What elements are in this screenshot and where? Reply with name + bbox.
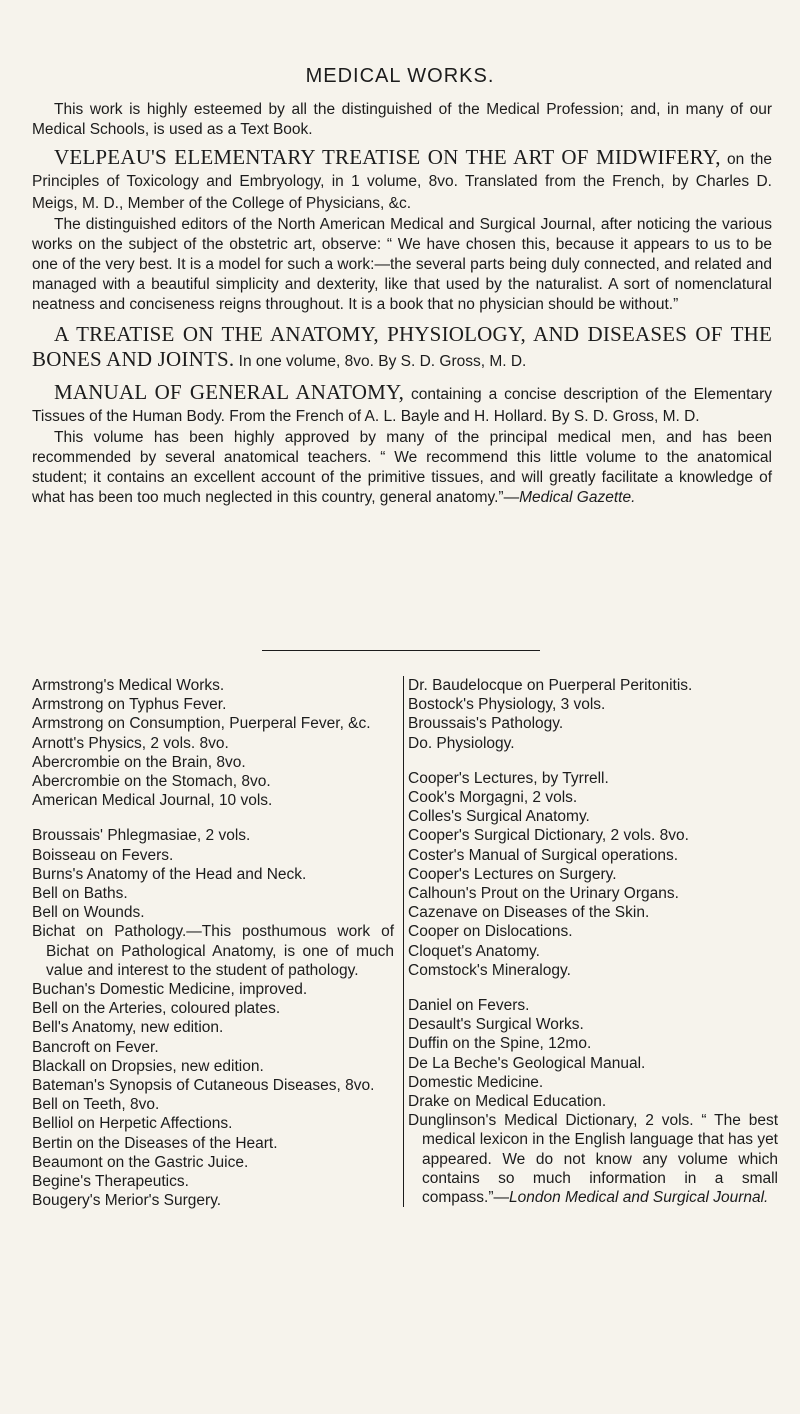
book-title: Beaumont on the Gastric Juice. bbox=[32, 1153, 249, 1171]
gross-treatise-details: In one volume, 8vo. By S. D. Gross, M. D. bbox=[238, 353, 527, 370]
book-list-item bbox=[408, 996, 778, 1015]
book-title: Duffin on the Spine, 12mo. bbox=[408, 1035, 592, 1053]
book-title: Cook's Morgagni, 2 vols. bbox=[408, 789, 578, 807]
book-list-item bbox=[408, 807, 778, 826]
book-list-item bbox=[32, 753, 394, 772]
book-title: Cooper's Lectures, by Tyrrell. bbox=[408, 769, 609, 787]
manual-review-paragraph bbox=[32, 428, 772, 508]
book-list-item bbox=[32, 734, 394, 753]
book-title: Arnott's Physics, 2 vols. 8vo. bbox=[32, 734, 229, 752]
book-title: Abercrombie on the Stomach, 8vo. bbox=[32, 773, 271, 791]
book-list-item bbox=[408, 695, 778, 714]
book-title: Broussais' Phlegmasiae, 2 vols. bbox=[32, 827, 251, 845]
book-title: Buchan's Domestic Medicine, improved. bbox=[32, 981, 308, 999]
book-title: Cazenave on Diseases of the Skin. bbox=[408, 904, 650, 922]
gross-treatise-entry bbox=[32, 323, 772, 373]
book-title: Armstrong's Medical Works. bbox=[32, 677, 225, 694]
book-list-item bbox=[32, 922, 394, 980]
book-title: Bostock's Physiology, 3 vols. bbox=[408, 696, 606, 714]
book-list-item bbox=[408, 1054, 778, 1073]
group-spacer bbox=[408, 753, 778, 769]
book-list-item bbox=[32, 846, 394, 865]
velpeau-review: The distinguished editors of the North American Medical and Surgical Journal, after noticing the various works on the subject of the obstetric art, observe: “ We have chosen this, because it appears to us to be one of the very best. It is a model for such a work:—the several parts being duly connected, and related and managed with a beautiful simplicity and dexterity, like that used by the naturalist. A sort of nomenclatural neatness and conciseness reigns throughout. It is a book that no physician should be without.” bbox=[32, 216, 772, 313]
book-title: Armstrong on Consumption, Puerperal Fever, &c. bbox=[32, 715, 371, 733]
book-list-item bbox=[32, 714, 394, 733]
section-divider bbox=[262, 650, 540, 651]
book-list-item bbox=[32, 903, 394, 922]
group-spacer bbox=[408, 980, 778, 996]
book-title: Desault's Surgical Works. bbox=[408, 1016, 584, 1034]
book-list-item bbox=[32, 1172, 394, 1191]
book-title: Bell on Wounds. bbox=[32, 904, 145, 922]
book-list-item bbox=[408, 961, 778, 980]
book-title: Cooper on Dislocations. bbox=[408, 923, 573, 941]
book-title: Dr. Baudelocque on Puerperal Peritonitis. bbox=[408, 677, 693, 694]
book-title: Calhoun's Prout on the Urinary Organs. bbox=[408, 885, 679, 903]
book-title: Burns's Anatomy of the Head and Neck. bbox=[32, 865, 307, 883]
book-list-item bbox=[408, 769, 778, 788]
book-list-item bbox=[408, 676, 778, 695]
book-title: Dunglinson's Medical Dictionary, 2 vols. “ The best medical lexicon in the English language that has yet appeared. We do not know any volume which contains so much information in a small compass.”— bbox=[408, 1112, 778, 1207]
book-list-item bbox=[408, 1034, 778, 1053]
manual-title: MANUAL OF GENERAL ANATOMY, bbox=[54, 380, 405, 404]
book-list-item bbox=[408, 903, 778, 922]
manual-entry bbox=[32, 381, 772, 508]
book-title: Bateman's Synopsis of Cutaneous Diseases, 8vo. bbox=[32, 1077, 375, 1095]
book-title: Bougery's Merior's Surgery. bbox=[32, 1192, 222, 1210]
book-list-item bbox=[32, 865, 394, 884]
featured-works bbox=[32, 100, 772, 508]
book-list-item bbox=[32, 1076, 394, 1095]
book-list-item bbox=[408, 826, 778, 845]
book-list-item bbox=[408, 884, 778, 903]
book-title: Bell on the Arteries, coloured plates. bbox=[32, 1000, 281, 1018]
book-title: Begine's Therapeutics. bbox=[32, 1173, 189, 1191]
manual-title-paragraph bbox=[32, 381, 772, 428]
book-list-item bbox=[32, 1191, 394, 1210]
book-list-item bbox=[32, 695, 394, 714]
book-title: Armstrong on Typhus Fever. bbox=[32, 696, 227, 714]
book-title: Bell on Teeth, 8vo. bbox=[32, 1096, 160, 1114]
book-list-item bbox=[32, 1114, 394, 1133]
book-list-item bbox=[32, 999, 394, 1018]
book-list-item bbox=[408, 922, 778, 941]
book-title: Drake on Medical Education. bbox=[408, 1093, 607, 1111]
book-title: Cloquet's Anatomy. bbox=[408, 942, 540, 960]
book-list-left bbox=[32, 676, 394, 1210]
velpeau-details: on the Principles of Toxicology and Embryology, in 1 volume, 8vo. Translated from the French, by Charles D. Meigs, M. D., Member of the College of Physicians, &c. bbox=[32, 151, 772, 212]
book-title: Cooper's Lectures on Surgery. bbox=[408, 865, 617, 883]
book-list-item bbox=[408, 865, 778, 884]
book-list-item bbox=[32, 980, 394, 999]
gross-treatise-paragraph bbox=[32, 323, 772, 373]
manual-details: containing a concise description of the Elementary Tissues of the Human Body. From the French of A. L. Bayle and H. Hollard. By S. D. Gross, M. D. bbox=[32, 386, 772, 425]
book-title: Domestic Medicine. bbox=[408, 1073, 544, 1091]
book-list-item bbox=[32, 1134, 394, 1153]
book-title: Coster's Manual of Surgical operations. bbox=[408, 846, 679, 864]
book-title: Blackall on Dropsies, new edition. bbox=[32, 1057, 264, 1075]
book-list-item bbox=[408, 846, 778, 865]
book-list-item bbox=[32, 1057, 394, 1076]
book-title: Do. Physiology. bbox=[408, 734, 515, 752]
book-title: De La Beche's Geological Manual. bbox=[408, 1054, 646, 1072]
book-title: Cooper's Surgical Dictionary, 2 vols. 8vo. bbox=[408, 827, 689, 845]
gross-treatise-title: A TREATISE ON THE ANATOMY, PHYSIOLOGY, AND DISEASES OF THE BONES AND JOINTS. bbox=[32, 322, 772, 371]
book-title: Broussais's Pathology. bbox=[408, 715, 564, 733]
intro-paragraph: This work is highly esteemed by all the distinguished of the Medical Profession; and, in many of our Medical Schools, is used as a Text Book. bbox=[32, 101, 772, 138]
book-list-item bbox=[408, 734, 778, 753]
book-title: Daniel on Fevers. bbox=[408, 997, 530, 1015]
book-list-item bbox=[32, 676, 394, 695]
book-title: Bertin on the Diseases of the Heart. bbox=[32, 1134, 278, 1152]
book-list-item bbox=[32, 1018, 394, 1037]
dictionary-review-source: London Medical and Surgical Journal. bbox=[509, 1189, 769, 1207]
velpeau-title: VELPEAU'S ELEMENTARY TREATISE ON THE ART OF MIDWIFERY, bbox=[54, 145, 721, 169]
book-title: Colles's Surgical Anatomy. bbox=[408, 808, 590, 826]
book-title: American Medical Journal, 10 vols. bbox=[32, 792, 273, 810]
book-list-item bbox=[32, 884, 394, 903]
book-list-item bbox=[32, 826, 394, 845]
book-list-item bbox=[32, 772, 394, 791]
book-list-item bbox=[408, 788, 778, 807]
book-list-item bbox=[32, 1153, 394, 1172]
book-list-right bbox=[403, 676, 778, 1207]
book-list-item bbox=[32, 1038, 394, 1057]
book-list-item bbox=[408, 714, 778, 733]
book-title: Bell's Anatomy, new edition. bbox=[32, 1019, 224, 1037]
manual-review: This volume has been highly approved by many of the principal medical men, and has been recommended by several anatomical teachers. “ We recommend this little volume to the anatomical student; it contains an excellent account of the primitive tissues, and will greatly facilitate a knowledge of what has been too much neglected in this country, general anatomy.”— bbox=[32, 429, 772, 506]
book-list-item bbox=[408, 1111, 778, 1207]
book-title: Bell on Baths. bbox=[32, 885, 128, 903]
book-list-item bbox=[32, 791, 394, 810]
manual-review-source: Medical Gazette. bbox=[519, 489, 636, 506]
book-list-item bbox=[32, 1095, 394, 1114]
book-list-item bbox=[408, 1092, 778, 1111]
group-spacer bbox=[32, 810, 394, 826]
book-title: Comstock's Mineralogy. bbox=[408, 961, 571, 979]
book-list-item bbox=[408, 1015, 778, 1034]
book-title: Belliol on Herpetic Affections. bbox=[32, 1115, 233, 1133]
book-title: Bancroft on Fever. bbox=[32, 1038, 159, 1056]
book-title: Boisseau on Fevers. bbox=[32, 846, 174, 864]
book-list-item bbox=[408, 1073, 778, 1092]
velpeau-title-paragraph bbox=[32, 146, 772, 215]
velpeau-entry bbox=[32, 146, 772, 315]
page-heading: MEDICAL WORKS. bbox=[305, 65, 495, 87]
book-title: Abercrombie on the Brain, 8vo. bbox=[32, 753, 246, 771]
book-list-item bbox=[408, 942, 778, 961]
book-title: Bichat on Pathology.—This posthumous work of Bichat on Pathological Anatomy, is one of much value and interest to the student of pathology. bbox=[32, 923, 394, 979]
